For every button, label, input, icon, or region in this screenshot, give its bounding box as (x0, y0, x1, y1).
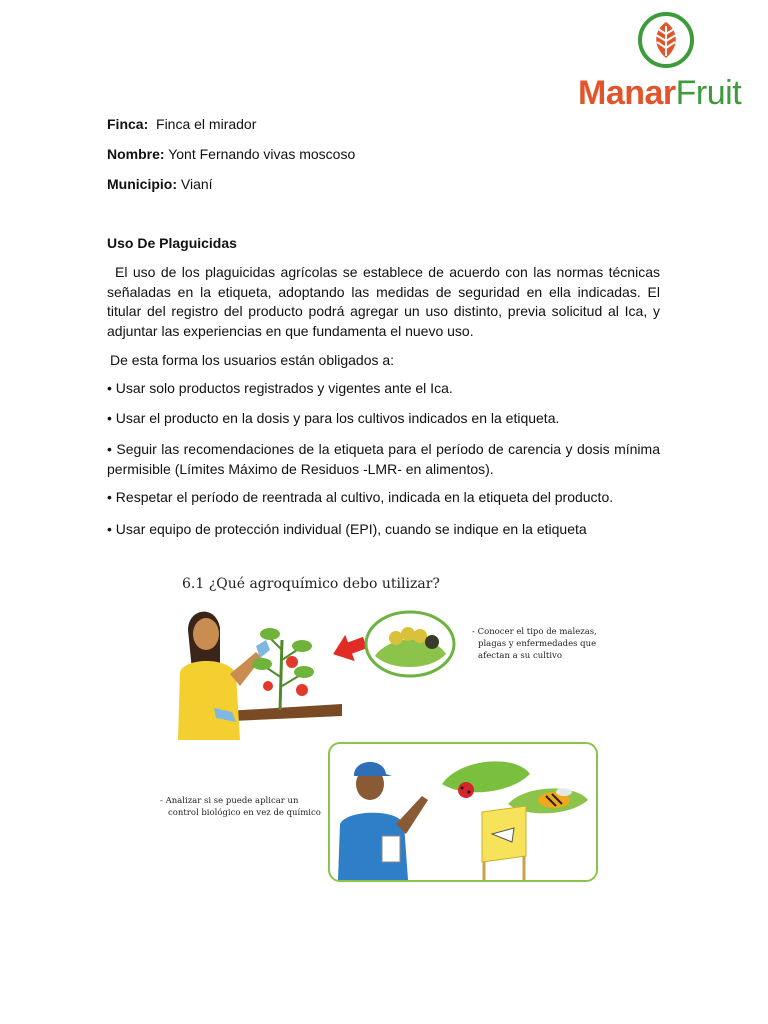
brand-name: ManarFruit (578, 74, 742, 112)
bullet-1: • Usar solo productos registrados y vigentes ante el Ica. (107, 380, 453, 396)
figure-illustration-farmer (170, 600, 470, 740)
leaf-icon (638, 12, 694, 68)
obligations-intro: De esta forma los usuarios están obligados a: (110, 352, 395, 368)
section-title: Uso De Plaguicidas (107, 235, 237, 251)
field-value: Yont Fernando vivas moscoso (168, 146, 356, 162)
figure-note-1: - Conocer el tipo de malezas, plagas y enfermedades que afectan a su cultivo (472, 627, 597, 661)
figure-title: 6.1 ¿Qué agroquímico debo utilizar? (182, 576, 440, 592)
field-finca (107, 116, 256, 132)
bullet-3: • Seguir las recomendaciones de la etiqueta para el período de carencia y dosis mínima permisible (Límites Máximo de Residuos -LMR- en alimentos). (107, 441, 660, 477)
figure-note-2: - Analizar si se puede aplicar un control biológico en vez de químico (160, 796, 321, 818)
field-label: Finca: (107, 116, 149, 132)
figure-illustration-technician (330, 744, 596, 880)
bullet-5: • Usar equipo de protección individual (EPI), cuando se indique en la etiqueta (107, 521, 587, 537)
bullet-2: • Usar el producto en la dosis y para los cultivos indicados en la etiqueta. (107, 410, 560, 426)
field-value: Vianí (180, 176, 213, 192)
field-municipio (107, 176, 213, 192)
brand-logo (578, 8, 753, 112)
bullet-4: • Respetar el período de reentrada al cultivo, indicada en la etiqueta del producto. (107, 489, 614, 505)
field-value: Finca el mirador (156, 116, 257, 132)
intro-paragraph: El uso de los plaguicidas agrícolas se establece de acuerdo con las normas técnicas señaladas en la etiqueta, adoptando las medidas de seguridad en ella indicadas. El titular del registro del producto podrá agregar un uso distinto, previa solicitud al Ica, y adjuntar las experiencias en que fundamenta el nuevo uso. (107, 264, 660, 339)
field-label: Municipio: (107, 176, 177, 192)
field-label: Nombre: (107, 146, 165, 162)
field-nombre (107, 146, 355, 162)
